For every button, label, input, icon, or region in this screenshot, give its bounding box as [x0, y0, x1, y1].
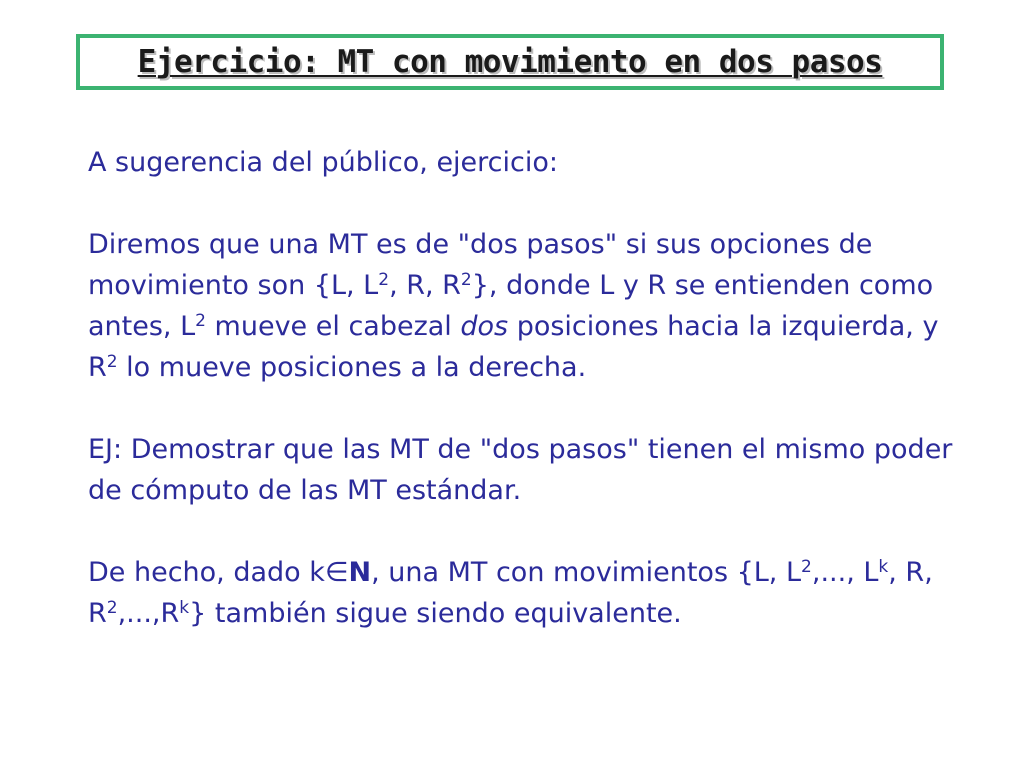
element-of-symbol: ∈	[324, 557, 349, 588]
definition-text-1: Diremos que una MT es de "dos pasos" si sus opciones de movimiento son {L, L	[88, 229, 873, 301]
generalization-text-5: ,...,R	[117, 598, 180, 629]
naturals-symbol: N	[348, 557, 372, 588]
definition-text-3: }, donde L y R se entienden como antes, L	[88, 270, 934, 342]
slide-title: Ejercicio: MT con movimiento en dos pasos	[137, 44, 883, 80]
generalization-text-3: ,..., L	[811, 557, 879, 588]
superscript: 2	[195, 311, 206, 331]
definition-text-4: mueve el cabezal	[205, 311, 461, 342]
generalization-paragraph	[88, 552, 958, 634]
generalization-text-1: De hecho, dado k	[88, 557, 325, 588]
superscript: 2	[106, 598, 118, 618]
definition-text-5: posiciones hacia la izquierda, y R	[88, 311, 939, 383]
emphasis-word: dos	[460, 311, 509, 342]
definition-paragraph	[88, 224, 958, 388]
generalization-text-4: , R, R	[88, 557, 933, 629]
superscript: 2	[378, 270, 390, 290]
superscript: 2	[106, 352, 118, 372]
superscript: 2	[801, 557, 812, 577]
slide-body	[88, 142, 958, 634]
exercise-paragraph: EJ: Demostrar que las MT de "dos pasos" tienen el mismo poder de cómputo de las MT estándar.	[88, 434, 953, 506]
superscript: k	[878, 557, 889, 577]
superscript: k	[179, 598, 190, 618]
superscript: 2	[460, 270, 472, 290]
generalization-text-6: } también sigue siendo equivalente.	[189, 598, 682, 629]
intro-paragraph: A sugerencia del público, ejercicio:	[88, 147, 558, 178]
title-box	[76, 34, 944, 90]
definition-text-6: lo mueve posiciones a la derecha.	[117, 352, 587, 383]
generalization-text-2: , una MT con movimientos {L, L	[371, 557, 802, 588]
definition-text-2: , R, R	[389, 270, 461, 301]
